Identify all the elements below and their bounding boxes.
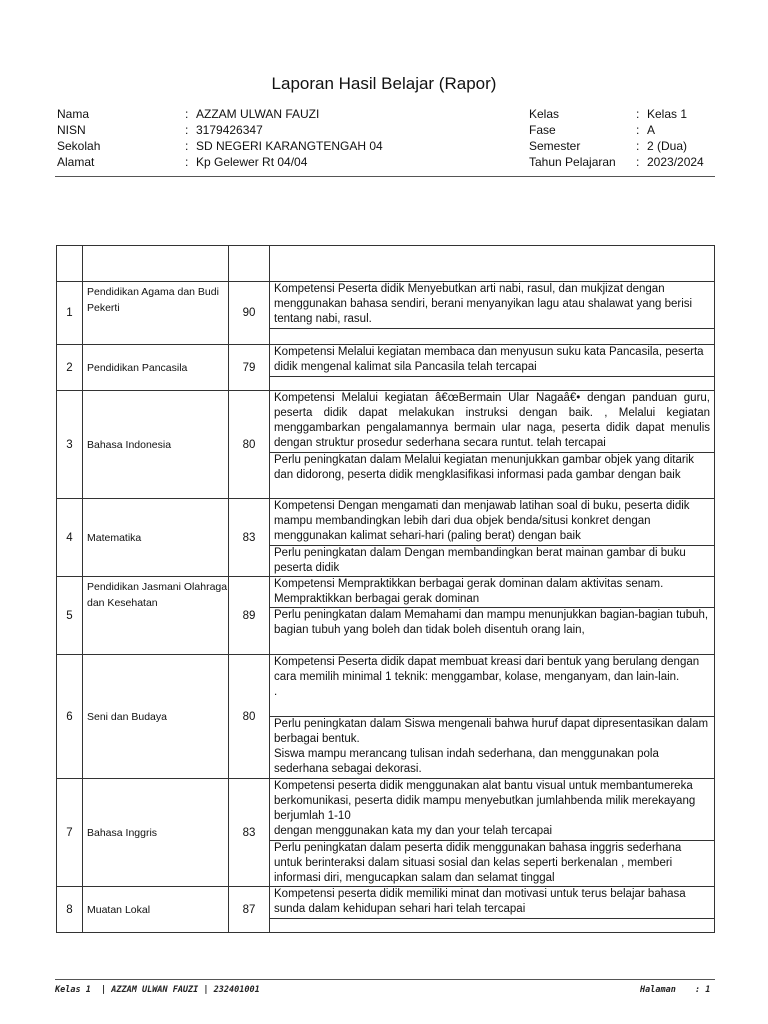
competence-description: Kompetensi Melalui kegiatan â€œBermain Ular Nagaâ€• dengan panduan guru, peserta didik dapat melakukan instruksi dengan baik. , Melalui kegiatan menggambarkan pengalamannya bermain ular naga, peserta didik dapat menulis dengan struktur prosedur sederhana secara runtut. telah tercapai [270,391,715,453]
info-label: Sekolah [57,139,101,153]
info-separator: : [185,107,189,121]
info-separator: : [636,139,640,153]
grades-table [56,245,715,933]
improvement-description: Perlu peningkatan dalam Siswa mengenali bahwa huruf dapat dipresentasikan dalam berbagai bentuk. Siswa mampu merancang tulisan indah sederhana, dan menggunakan pola sederhana sebagai dekorasi. [270,717,715,779]
subject-score: 79 [229,345,270,391]
subject-score: 83 [229,779,270,887]
subject-number: 2 [57,345,83,391]
subject-number: 1 [57,282,83,345]
info-separator: : [185,123,189,137]
improvement-description: Perlu peningkatan dalam peserta didik menggunakan bahasa inggris sederhana untuk berinteraksi dalam situasi sosial dan kelas seperti berkenalan , memberi informasi diri, mengucapkan salam dan selamat tinggal [270,841,715,887]
table-row [57,282,715,329]
footer-info: Kelas 1 | AZZAM ULWAN FAUZI | 232401001 [55,985,260,995]
info-separator: : [185,155,189,169]
info-label: NISN [57,123,86,137]
info-value: 2 (Dua) [647,139,688,153]
table-row [57,779,715,841]
info-separator: : [636,123,640,137]
table-row [57,887,715,919]
subject-number: 3 [57,391,83,499]
subject-score: 80 [229,391,270,499]
table-row [57,577,715,608]
subject-number: 4 [57,499,83,577]
report-title: Laporan Hasil Belajar (Rapor) [271,74,497,93]
improvement-description: Perlu peningkatan dalam Dengan membandingkan berat mainan gambar di buku peserta didik [270,546,715,577]
subject-number: 5 [57,577,83,655]
improvement-description [270,329,715,345]
info-value: Kelas 1 [647,107,688,121]
competence-description: Kompetensi Peserta didik dapat membuat kreasi dari bentuk yang berulang dengan cara memilih minimal 1 teknik: menggambar, kolase, menganyam, dan lain-lain. . [270,655,715,717]
table-header-row [57,246,715,282]
subject-name: Pendidikan Pancasila [83,345,229,391]
subject-score: 90 [229,282,270,345]
info-separator: : [636,107,640,121]
subject-name: Bahasa Indonesia [83,391,229,499]
improvement-description [270,377,715,391]
info-value: 2023/2024 [647,155,704,169]
subject-number: 6 [57,655,83,779]
header-cell [83,246,229,282]
competence-description: Kompetensi Peserta didik Menyebutkan arti nabi, rasul, dan mukjizat dengan menggunakan bahasa sendiri, berani menyanyikan lagu atau shalawat yang berisi tentang nabi, rasul. [270,282,715,329]
header-cell [57,246,83,282]
subject-name: Muatan Lokal [83,887,229,933]
competence-description: Kompetensi Melalui kegiatan membaca dan menyusun suku kata Pancasila, peserta didik mengenal kalimat sila Pancasila telah tercapai [270,345,715,377]
info-value: A [647,123,656,137]
info-label: Tahun Pelajaran [529,155,616,169]
table-row [57,499,715,546]
info-value: 3179426347 [196,123,263,137]
improvement-description [270,919,715,933]
subject-name: Matematika [83,499,229,577]
subject-name: Seni dan Budaya [83,655,229,779]
table-row [57,655,715,717]
info-label: Semester [529,139,581,153]
competence-description: Kompetensi Dengan mengamati dan menjawab latihan soal di buku, peserta didik mampu membandingkan lebih dari dua objek benda/situsi konkret dengan menggunakan kalimat sehari-hari (paling berat) dengan baik [270,499,715,546]
subject-name: Bahasa Inggris [83,779,229,887]
improvement-description: Perlu peningkatan dalam Melalui kegiatan menunjukkan gambar objek yang ditarik dan didorong, peserta didik mengklasifikasi informasi pada gambar dengan baik [270,453,715,499]
table-row [57,391,715,453]
info-value: Kp Gelewer Rt 04/04 [196,155,308,169]
footer-page-number: : 1 [695,985,711,995]
subject-number: 7 [57,779,83,887]
info-label: Alamat [57,155,95,169]
info-separator: : [185,139,189,153]
subject-score: 83 [229,499,270,577]
improvement-description: Perlu peningkatan dalam Memahami dan mampu menunjukkan bagian-bagian tubuh, bagian tubuh yang boleh dan tidak boleh disentuh orang lain, [270,608,715,655]
header-cell [270,246,715,282]
subject-score: 80 [229,655,270,779]
info-separator: : [636,155,640,169]
header-divider [55,176,715,177]
subject-score: 89 [229,577,270,655]
competence-description: Kompetensi peserta didik menggunakan alat bantu visual untuk membantumereka berkomunikasi, peserta didik mampu menyebutkan jumlahbenda milik merekayang berjumlah 1-10 dengan menggunakan kata my dan your telah tercapai [270,779,715,841]
subject-name: Pendidikan Agama dan Budi Pekerti [83,282,229,345]
header-cell [229,246,270,282]
table-row [57,345,715,377]
footer-page-label: Halaman [640,985,676,995]
info-label: Nama [57,107,90,121]
info-value: SD NEGERI KARANGTENGAH 04 [196,139,383,153]
competence-description: Kompetensi peserta didik memiliki minat dan motivasi untuk terus belajar bahasa sunda dalam kehidupan sehari hari telah tercapai [270,887,715,919]
subject-name: Pendidikan Jasmani Olahraga dan Kesehatan [83,577,229,655]
subject-score: 87 [229,887,270,933]
info-label: Kelas [529,107,560,121]
info-label: Fase [529,123,556,137]
footer-divider [55,979,715,980]
subject-number: 8 [57,887,83,933]
competence-description: Kompetensi Mempraktikkan berbagai gerak dominan dalam aktivitas senam. Mempraktikkan berbagai gerak dominan [270,577,715,608]
info-value: AZZAM ULWAN FAUZI [196,107,320,121]
